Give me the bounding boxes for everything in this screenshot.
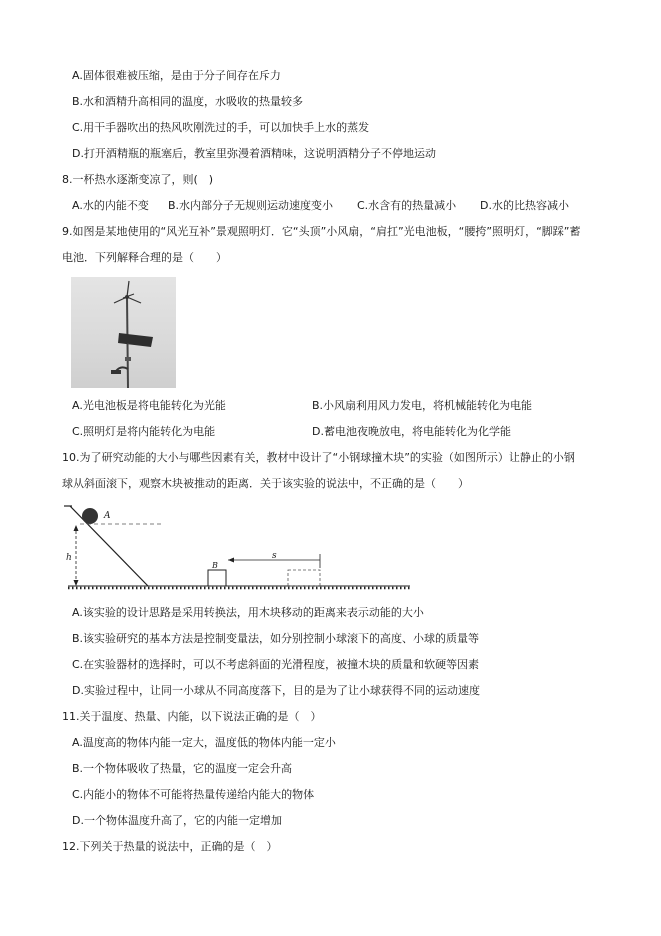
q11-option-a: A.温度高的物体内能一定大，温度低的物体内能一定小 — [72, 736, 336, 749]
label-b: B — [212, 561, 218, 570]
option-b: B.水和酒精升高相同的温度，水吸收的热量较多 — [72, 95, 304, 108]
question-9-stem-line2: 电池．下列解释合理的是（ ） — [62, 251, 227, 264]
q8-option-d: D.水的比热容减小 — [480, 199, 569, 212]
q9-option-d: D.蓄电池夜晚放电，将电能转化为化学能 — [312, 425, 511, 438]
block-b — [208, 570, 226, 586]
q9-option-a: A.光电池板是将电能转化为光能 — [72, 399, 226, 412]
q10-option-d: D.实验过程中，让同一小球从不同高度落下，目的是为了让小球获得不同的运动速度 — [72, 684, 480, 697]
question-10-stem-line2: 球从斜面滚下，观察木块被推动的距离．关于该实验的说法中，不正确的是（ ） — [62, 477, 469, 490]
label-s: s — [272, 551, 277, 561]
option-d: D.打开酒精瓶的瓶塞后，教室里弥漫着酒精味，这说明酒精分子不停地运动 — [72, 147, 436, 160]
wind-solar-lamp-photo — [71, 277, 176, 388]
q9-option-c: C.照明灯是将内能转化为电能 — [72, 425, 216, 438]
label-a: A — [104, 511, 111, 521]
question-9-stem-line1: 9.如图是某地使用的“风光互补”景观照明灯．它“头顶”小风扇，“肩扛”光电池板，“腰挎”照明灯，“脚踩”蓄 — [62, 225, 581, 238]
question-10-stem-line1: 10.为了研究动能的大小与哪些因素有关，教材中设计了“小钢球撞木块”的实验（如图所示）让静止的小钢 — [62, 451, 575, 464]
q11-option-d: D.一个物体温度升高了，它的内能一定增加 — [72, 814, 282, 827]
q10-option-b: B.该实验研究的基本方法是控制变量法，如分别控制小球滚下的高度、小球的质量等 — [72, 632, 480, 645]
label-h: h — [66, 553, 72, 563]
q11-option-b: B.一个物体吸收了热量，它的温度一定会升高 — [72, 762, 293, 775]
question-11-stem: 11.关于温度、热量、内能，以下说法正确的是（ ） — [62, 710, 322, 723]
q8-option-b: B.水内部分子无规则运动速度变小 — [168, 199, 334, 212]
q10-option-a: A.该实验的设计思路是采用转换法，用木块移动的距离来表示动能的大小 — [72, 606, 424, 619]
question-8-stem: 8.一杯热水逐渐变凉了，则( ) — [62, 173, 214, 186]
wind-solar-lamp-illustration — [71, 277, 176, 388]
steel-ball — [82, 508, 98, 524]
ball-incline-diagram — [62, 498, 412, 593]
q9-option-b: B.小风扇利用风力发电，将机械能转化为电能 — [312, 399, 533, 412]
q11-option-c: C.内能小的物体不可能将热量传递给内能大的物体 — [72, 788, 315, 801]
q8-option-c: C.水含有的热量减小 — [357, 199, 457, 212]
option-a: A.固体很难被压缩，是由于分子间存在斥力 — [72, 69, 281, 82]
question-12-stem: 12.下列关于热量的说法中，正确的是（ ） — [62, 840, 278, 853]
block-final-position — [288, 570, 320, 586]
q8-option-a: A.水的内能不变 — [72, 199, 149, 212]
q10-option-c: C.在实验器材的选择时，可以不考虑斜面的光滑程度，被撞木块的质量和软硬等因素 — [72, 658, 480, 671]
option-c: C.用干手器吹出的热风吹刚洗过的手，可以加快手上水的蒸发 — [72, 121, 370, 134]
